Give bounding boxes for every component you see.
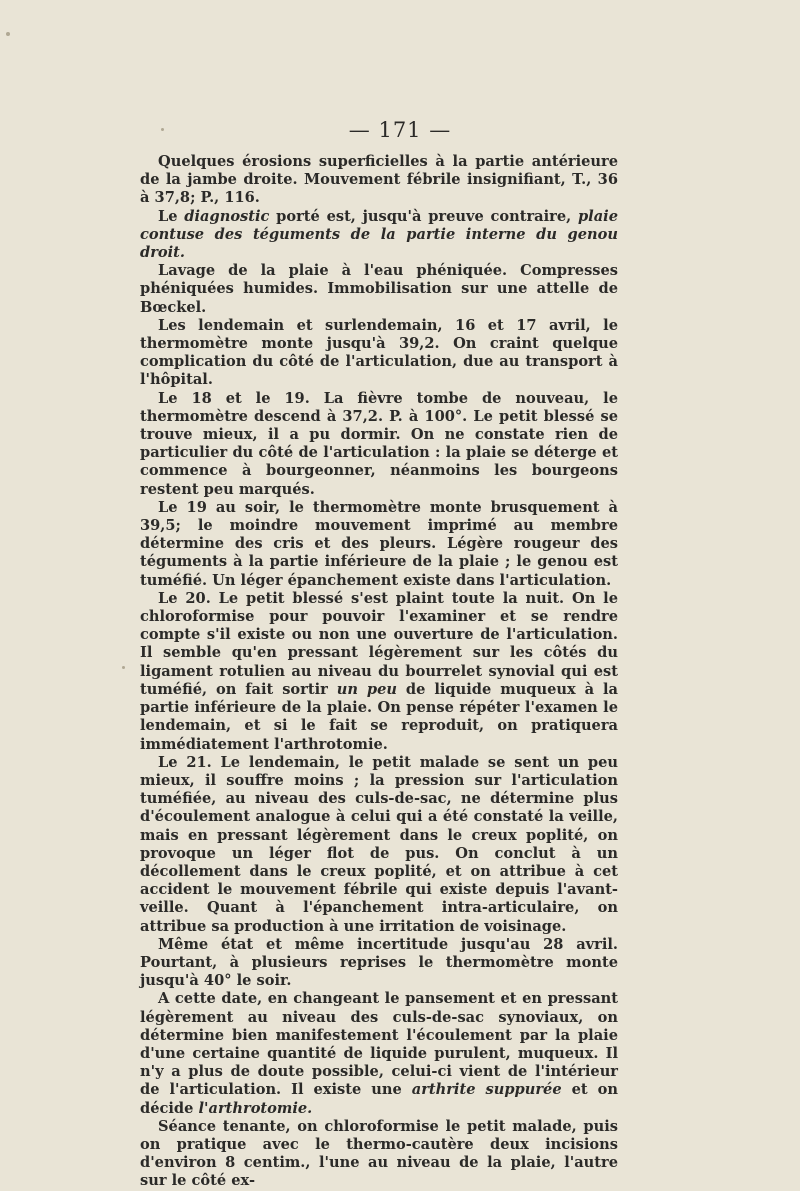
paragraph [140, 499, 618, 590]
text-segment: Le 19 au soir, le thermomètre monte brusquement à 39,5; le moindre mouvement imprimé au membre détermine des cris et des pleurs. Légère rougeur des téguments à la partie inférieure de la plaie ; le genou est tuméfié. Un léger épanchement existe dans l'articulation. [140, 498, 618, 589]
text-segment: Le 20. Le petit blessé s'est plaint toute la nuit. On le chloroformise pour pouvoir l'examiner et se rendre compte s'il existe ou non une ouverture de l'articulation. Il semble qu'en pressant légèrement sur les côtés du ligament rotulien au niveau du bourrelet synovial qui est tuméfié, on fait sortir [140, 589, 618, 698]
text-segment: Les lendemain et surlendemain, 16 et 17 avril, le thermomètre monte jusqu'à 39,2. On craint quelque complication du côté de l'articulation, due au transport à l'hôpital. [140, 316, 618, 389]
italic-text: l'arthrotomie. [198, 1099, 313, 1117]
paragraph [140, 208, 618, 263]
text-segment: A cette date, en changeant le pansement et en pressant légèrement au niveau des culs-de-sac synoviaux, on détermine bien manifestement l'écoulement par la plaie d'une certaine quantité de liquide purulent, muqueux. Il n'y a plus de doute possible, celui-ci vient de l'intérieur de l'articulation. Il existe une [140, 990, 618, 1099]
text-segment: Le 18 et le 19. La fièvre tombe de nouveau, le thermomètre descend à 37,2. P. à 100°. Le petit blessé se trouve mieux, il a pu dormir. On ne constate rien de particulier du côté de l'articulation : la plaie se déterge et commence à bourgeonner, néanmoins les bourgeons restent peu marqués. [140, 389, 618, 498]
paragraph [140, 262, 618, 317]
paragraph [140, 754, 618, 936]
italic-text: plaie contuse des téguments de la partie interne du genou droit. [140, 207, 618, 262]
italic-text: diagnostic [184, 207, 270, 225]
text-segment: Lavage de la plaie à l'eau phéniquée. Compresses phéniquées humides. Immobilisation sur une attelle de Bœckel. [140, 262, 618, 316]
paragraph [140, 317, 618, 390]
text-segment: et on décide [140, 1081, 618, 1117]
italic-text: arthrite suppurée [411, 1081, 562, 1099]
paragraph [140, 390, 618, 499]
italic-text: un peu [336, 680, 397, 698]
paper-speck [122, 666, 125, 669]
text-segment: Séance tenante, on chloroformise le petit malade, puis on pratique avec le thermo-cautère deux incisions d'environ 8 centim., l'une au niveau de la plaie, l'autre sur le côté ex- [140, 1117, 618, 1190]
text-segment: de liquide muqueux à la partie inférieure de la plaie. On pense répéter l'examen le lendemain, et si le fait se reproduit, on pratiquera immédiatement l'arthrotomie. [140, 680, 618, 753]
body-text [140, 153, 618, 1191]
paragraph [140, 990, 618, 1117]
paragraph [140, 936, 618, 991]
paper-speck [161, 128, 164, 131]
text-segment: Le 21. Le lendemain, le petit malade se sent un peu mieux, il souffre moins ; la pression sur l'articulation tuméfiée, au niveau des culs-de-sac, ne détermine plus d'écoulement analogue à celui qui a été constaté la veille, mais en pressant légèrement dans le creux poplité, on provoque un léger flot de pus. On conclut à un décollement dans le creux poplité, et on attribue à cet accident le mouvement fébrile qui existe depuis l'avant-veille. Quant à l'épanchement intra-articulaire, on attribue sa production à une irritation de voisinage. [140, 753, 618, 935]
text-segment: Quelques érosions superficielles à la partie antérieure de la jambe droite. Mouvement fébrile insignifiant, T., 36 à 37,8; P., 116. [140, 153, 618, 207]
paragraph [140, 590, 618, 754]
paper-speck [6, 32, 10, 36]
text-segment: porté est, jusqu'à preuve contraire, [269, 207, 578, 225]
paragraph [140, 1118, 618, 1191]
text-segment: Même état et même incertitude jusqu'au 28 avril. Pourtant, à plusieurs reprises le thermomètre monte jusqu'à 40° le soir. [140, 935, 618, 990]
page-number: — 171 — [348, 118, 452, 142]
text-segment: Le [158, 207, 185, 225]
paragraph [140, 153, 618, 208]
